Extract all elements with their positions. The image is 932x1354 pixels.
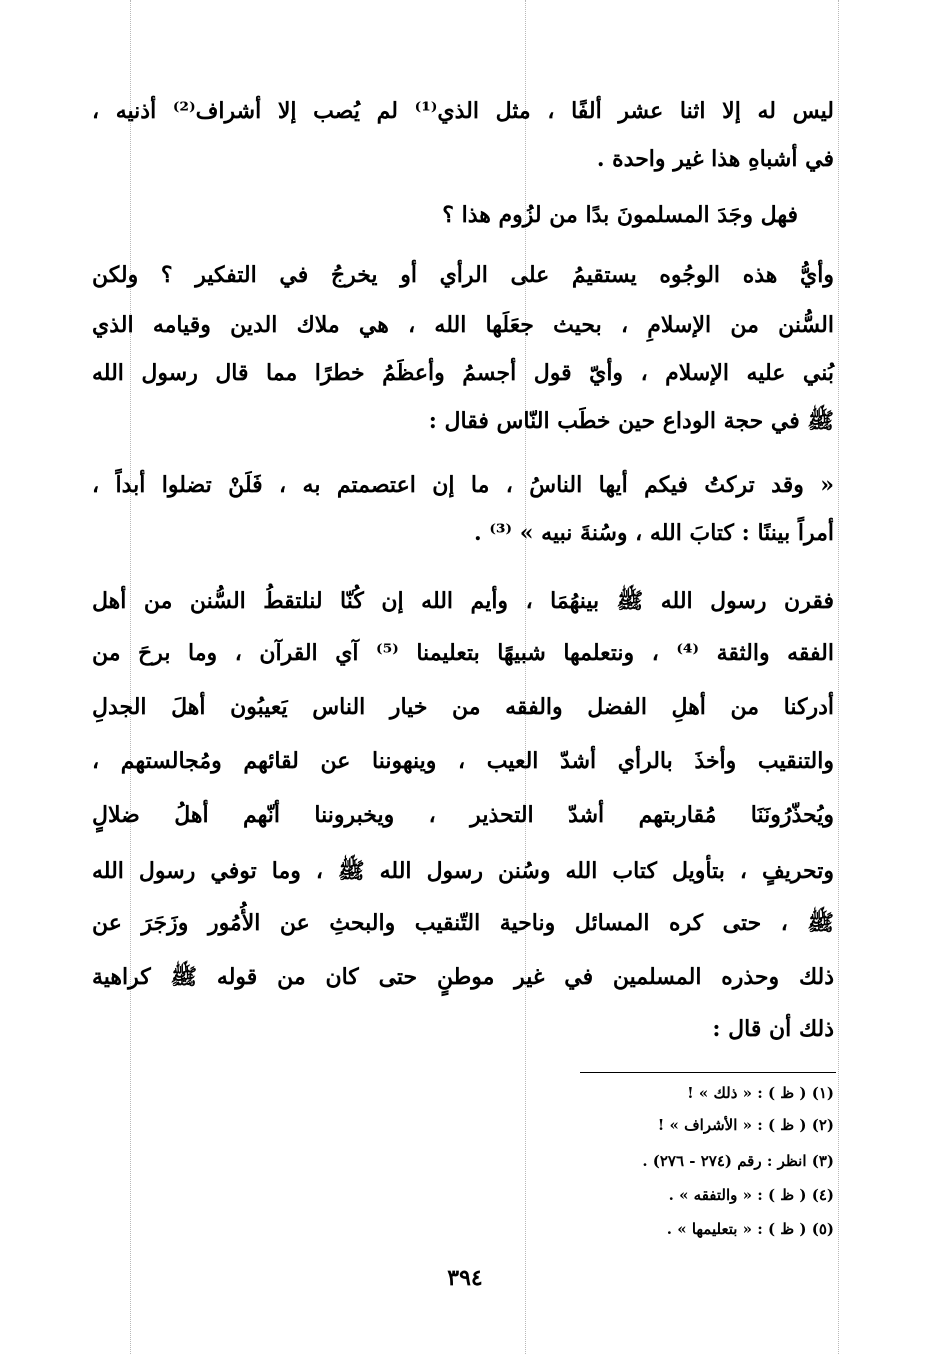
text-line-6: بُني عليه الإسلام ، وأيّ قول أجسمُ وأعظَمُ خطرًا مما قال رسول الله: [92, 360, 834, 386]
text-line-4: وأيُّ هذه الوجُوه يستقيمُ على الرأي أو يخرجُ في التفكير ؟ ولكن: [92, 262, 834, 288]
footnote-1: (١) ( ظ ) : « ذلك » !: [687, 1084, 834, 1102]
text-line-12: أدركنا من أهلِ الفضل والفقه من خيار الناس يَعيبُون أهلَ الجدلِ: [92, 694, 834, 720]
text-line-17: ذلك وحذره المسلمين في غير موطنٍ حتى كان من قوله ﷺ كراهية: [92, 964, 834, 990]
text-line-3: فهل وجَدَ المسلمونَ بدًا من لزُوم هذا ؟: [442, 202, 798, 228]
margin-guide-right: [838, 0, 839, 1354]
text-line-14: ويُحذّرُونَنَا مُقاربتهم أشدّ التحذير ، ويخبروننا أنّهم أهلُ ضلالٍ: [92, 802, 834, 828]
text-line-13: والتنقيب وأخذَ بالرأي أشدّ العيب ، وينهوننا عن لقائهم ومُجالستهم ،: [92, 748, 834, 774]
text-line-7: ﷺ في حجة الوداع حين خطَب النّاس فقال :: [428, 408, 834, 434]
text-line-10: فقرن رسول الله ﷺ بينهُمَا ، وأيم الله إن كُنّا لنلتقطُ السُّنن من أهل: [92, 588, 834, 614]
text-line-1: ليس له إلا اثنا عشر ألفًا ، مثل الذي⁽¹⁾ لم يُصب إلا أشراف⁽²⁾ أذنيه ،: [92, 98, 835, 124]
text-line-11: الفقه والثقة ⁽⁴⁾ ، ونتعلمها شبيهًا بتعليمنا ⁽⁵⁾ آي القرآن ، وما برحَ من: [92, 640, 834, 666]
text-line-5: السُّنن من الإسلامِ ، بحيث جعَلَها الله ، هي ملاك الدين وقيامه الذي: [92, 312, 834, 338]
text-line-16: ﷺ ، حتى كره المسائل وناحية التّنقيب والبحثِ عن الأُمُور وزَجَرَ عن: [92, 910, 834, 936]
text-line-15: وتحريفٍ ، بتأويل كتاب الله وسُنن رسول الله ﷺ ، وما توفي رسول الله: [92, 858, 834, 884]
text-line-18: ذلك أن قال :: [712, 1016, 834, 1042]
quote-line-2: أمراً بيننًا : كتابَ الله ، وسُنةَ نبيه » ⁽³⁾ .: [474, 520, 834, 546]
footnotes: [480, 0, 834, 1260]
footnote-3: (٣) انظر : رقم (٢٧٤ - ٢٧٦) .: [642, 1152, 834, 1170]
footnote-2: (٢) ( ظ ) : « الأشراف » !: [657, 1116, 834, 1134]
page-number: ٣٩٤: [447, 1265, 483, 1291]
quote-line-1: « وقد تركتُ فيكم أيها الناسُ ، ما إن اعتصمتم به ، فَلَنْ تضلوا أبداً ،: [92, 472, 834, 498]
footnote-5: (٥) ( ظ ) : « بتعليمها » .: [666, 1220, 834, 1238]
footnote-4: (٤) ( ظ ) : « والتفقه » .: [668, 1186, 834, 1204]
text-line-2: في أشباهِ هذا غير واحدة .: [596, 146, 834, 172]
